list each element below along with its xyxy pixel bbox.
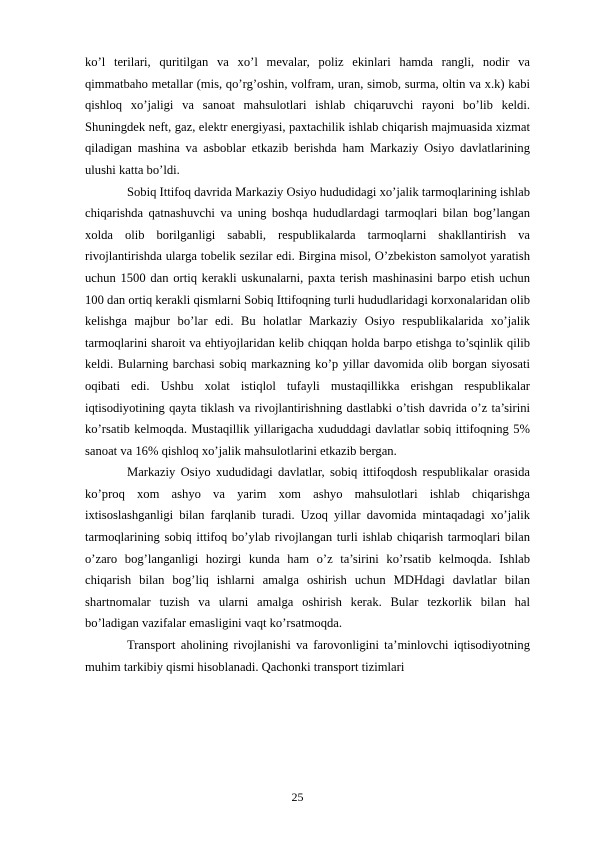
paragraph-central-asia-states: Markaziy Osiyo xududidagi davlatlar, sobiq ittifoqdosh respublikalar orasida ko’proq xom ashyo va yarim xom ashyo mahsulotlari ishlab chiqarishga ixtisoslashganligi bilan farqlanib turadi. Uzoq yillar davomida mintaqadagi xo’jalik tarmoqlarining sobiq ittifoq bo’ylab rivojlangan turli ishlab chiqarish tarmoqlari bilan o’zaro bog’langanligi hozirgi kunda ham o’z ta’sirini ko’rsatib kelmoqda. Ishlab chiqarish bilan bog’liq ishlarni amalga oshirish uchun MDHdagi davlatlar bilan shartnomalar tuzish va ularni amalga oshirish kerak. Bular tezkorlik bilan hal bo’ladigan vazifalar emasligini vaqt ko’rsatmoqda.	[85, 465, 530, 631]
paragraph-continuation: ko’l terilari, quritilgan va xo’l mevalar, poliz ekinlari hamda rangli, nodir va qimmatbaho metallar (mis, qo’rg’oshin, volfram, uran, simob, surma, oltin va x.k) kabi qishloq xo’jaligi va sanoat mahsulotlari ishlab chiqaruvchi rayoni bo’lib keldi. Shuningdek neft, gaz, elektr energiyasi, paxtachilik ishlab chiqarish majmuasida xizmat qiladigan mashina va asboblar etkazib berishda ham Markaziy Osiyo davlatlarining ulushi katta bo’ldi.	[85, 55, 530, 177]
page-body	[85, 52, 530, 678]
paragraph-transport: Transport aholining rivojlanishi va farovonligini ta’minlovchi iqtisodiyotning muhim tarkibiy qismi hisoblanadi. Qachonki transport tizimlari	[85, 638, 530, 674]
page-number: 25	[291, 790, 304, 804]
paragraph-soviet-period: Sobiq Ittifoq davrida Markaziy Osiyo hududidagi xo’jalik tarmoqlarining ishlab chiqarishda qatnashuvchi va uning boshqa hududlardagi tarmoqlari bilan bog’langan xolda olib borilganligi sababli, respublikalarda tarmoqlarni shakllantirish va rivojlantirishda ularga tobelik sezilar edi. Birgina misol, O’zbekiston samolyot yaratish uchun 1500 dan ortiq kerakli uskunalarni, paxta terish mashinasini barpo etish uchun 100 dan ortiq kerakli qismlarni Sobiq Ittifoqning turli hududlaridagi korxonalaridan olib kelishga majbur bo’lar edi. Bu holatlar Markaziy Osiyo respublikalarida xo’jalik tarmoqlarini sharoit va ehtiyojlaridan kelib chiqqan holda barpo etishga to’sqinlik qilib keldi. Bularning barchasi sobiq markazning ko’p yillar davomida olib borgan siyosati oqibati edi. Ushbu xolat istiqlol tufayli mustaqillikka erishgan respublikalar iqtisodiyotining qayta tiklash va rivojlantirishning dastlabki o’tish davrida o’z ta’sirini ko’rsatib kelmoqda. Mustaqillik yillarigacha xududdagi davlatlar sobiq ittifoqning 5% sanoat va 16% qishloq xo’jalik mahsulotlarini etkazib bergan.	[85, 184, 530, 458]
